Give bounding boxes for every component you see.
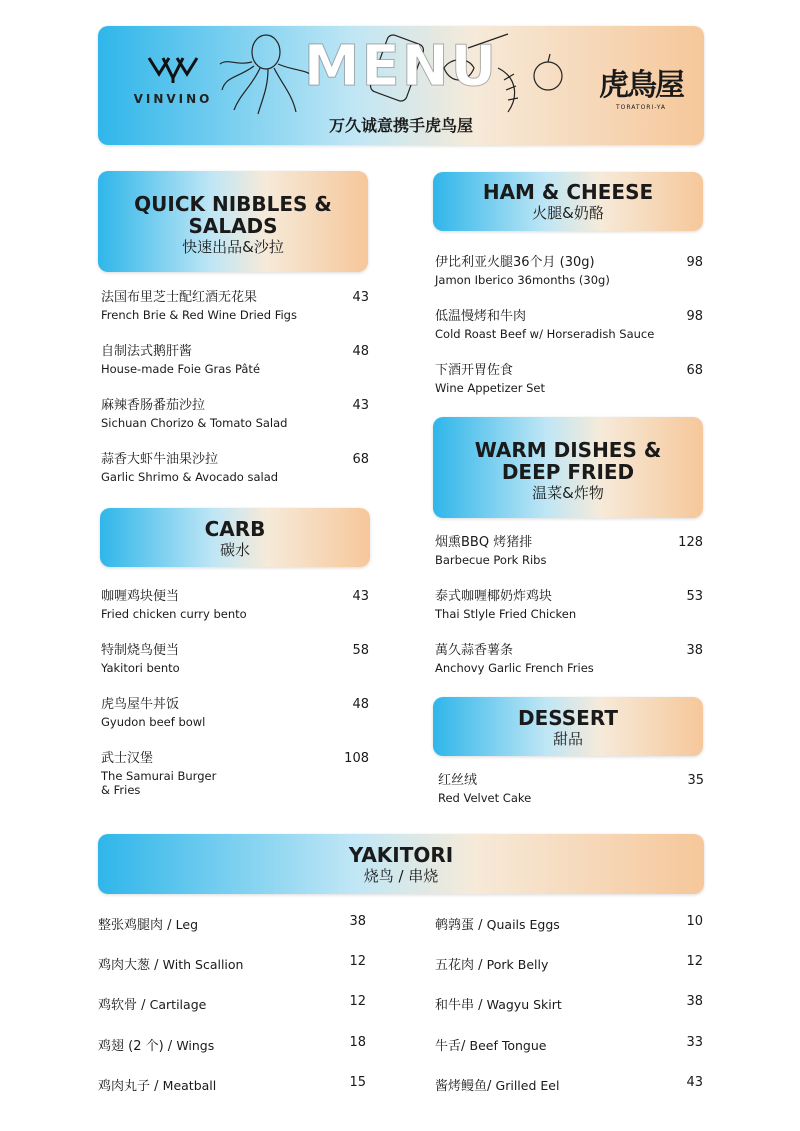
menu-item — [101, 398, 369, 430]
item-name-cn: 虎鸟屋牛丼饭 — [101, 697, 180, 712]
item-name-en: Gyudon beef bowl — [101, 715, 206, 729]
section-title-line1: WARM DISHES & — [474, 438, 662, 462]
item-name-en: Meatball — [162, 1078, 217, 1093]
item-name-en: Wings — [176, 1038, 215, 1053]
item-price: 98 — [686, 309, 703, 324]
menu-item — [438, 773, 704, 805]
item-name-cn: 鸡软骨 / — [98, 998, 150, 1013]
toratori-ya-romaji: TORATORI-YA — [615, 104, 667, 111]
item-price: 12 — [349, 954, 366, 969]
item-name-en: Jamon Iberico 36months (30g) — [435, 273, 610, 287]
item-name-en: Fried chicken curry bento — [101, 607, 247, 621]
menu-item — [101, 290, 369, 322]
menu-item — [101, 751, 369, 797]
item-name-cn: 鸡肉丸子 / — [98, 1079, 163, 1094]
toratori-ya-logo — [596, 60, 686, 111]
item-price: 43 — [352, 398, 369, 413]
item-name-en: French Brie & Red Wine Dried Figs — [101, 308, 297, 322]
item-price: 43 — [352, 589, 369, 604]
item-price: 35 — [687, 773, 704, 788]
item-price: 12 — [349, 994, 366, 1009]
item-price: 38 — [349, 914, 366, 929]
item-name-cn: 低温慢烤和牛肉 — [435, 309, 527, 324]
item-name-en: Red Velvet Cake — [438, 791, 532, 805]
item-name-cn: 法国布里芝士配红酒无花果 — [101, 290, 258, 305]
section-subtitle: 温菜&炸物 — [532, 484, 604, 502]
item-name-en: Thai Stlyle Fried Chicken — [435, 607, 577, 621]
item-price: 10 — [686, 914, 703, 929]
item-name-cn: 整张鸡腿肉 / — [98, 918, 176, 933]
menu-item — [101, 643, 369, 675]
item-name-cn: 烟熏BBQ 烤猪排 — [435, 535, 533, 550]
item-price: 68 — [686, 363, 703, 378]
section-header-ham-cheese — [433, 172, 703, 231]
item-name-cn: 自制法式鹅肝酱 — [101, 344, 193, 359]
item-price: 38 — [686, 643, 703, 658]
item-name-cn: 萬久蒜香薯条 — [435, 643, 514, 658]
vinvino-wordmark: VINVINO — [133, 92, 213, 106]
menu-item — [101, 697, 369, 729]
item-name-en: Beef Tongue — [469, 1038, 547, 1053]
section-subtitle: 烧鸟 / 串烧 — [363, 867, 439, 885]
item-price: 15 — [349, 1075, 366, 1090]
item-price: 68 — [352, 452, 369, 467]
section-title-line1: QUICK NIBBLES & — [134, 192, 332, 216]
item-name-cn: 武士汉堡 — [101, 751, 154, 766]
item-name-cn: 蒜香大虾牛油果沙拉 — [101, 452, 219, 467]
section-header-dessert — [433, 697, 703, 756]
item-name-cn: 咖喱鸡块便当 — [101, 589, 180, 604]
yakitori-item — [435, 914, 703, 933]
item-name-cn: 伊比利亚火腿36个月 (30g) — [435, 255, 595, 270]
menu-header-banner — [98, 26, 704, 145]
item-name-en: Wagyu Skirt — [486, 997, 562, 1012]
item-price: 108 — [344, 751, 369, 766]
menu-item — [435, 589, 703, 621]
item-price: 43 — [352, 290, 369, 305]
item-name-en: Yakitori bento — [101, 661, 180, 675]
menu-item — [435, 643, 703, 675]
item-price: 53 — [686, 589, 703, 604]
item-name-en: With Scallion — [162, 957, 244, 972]
item-price: 128 — [678, 535, 703, 550]
item-name-en: Cold Roast Beef w/ Horseradish Sauce — [435, 327, 655, 341]
item-price: 33 — [686, 1035, 703, 1050]
item-name-cn: 五花肉 / — [435, 958, 487, 973]
menu-item — [435, 363, 703, 395]
menu-item — [101, 589, 369, 621]
item-name-en: Grilled Eel — [495, 1078, 560, 1093]
item-name-en: Pork Belly — [486, 957, 549, 972]
yakitori-item — [435, 1075, 703, 1094]
item-price: 12 — [686, 954, 703, 969]
section-subtitle: 甜品 — [552, 730, 583, 748]
item-name-en-line2: & Fries — [101, 783, 141, 797]
section-header-quick-nibbles — [98, 171, 368, 272]
item-name-en: Quails Eggs — [486, 917, 560, 932]
menu-item — [435, 309, 703, 341]
section-title: DESSERT — [518, 706, 618, 730]
section-title: CARB — [204, 517, 266, 541]
item-name-cn: 下酒开胃佐食 — [435, 363, 514, 378]
section-header-yakitori — [98, 834, 704, 894]
menu-title: MENU — [303, 34, 499, 99]
section-subtitle: 快速出品&沙拉 — [182, 238, 284, 256]
item-price: 43 — [686, 1075, 703, 1090]
yakitori-item — [98, 1075, 366, 1094]
section-title: YAKITORI — [348, 843, 454, 867]
yakitori-item — [98, 994, 366, 1013]
yakitori-item — [435, 1035, 703, 1054]
item-name-en: Sichuan Chorizo & Tomato Salad — [101, 416, 288, 430]
item-name-cn: 麻辣香肠番茄沙拉 — [101, 398, 206, 413]
yakitori-item — [98, 1035, 366, 1054]
menu-item — [435, 255, 703, 287]
item-price: 48 — [352, 697, 369, 712]
item-price: 18 — [349, 1035, 366, 1050]
item-price: 48 — [352, 344, 369, 359]
item-name-en: House-made Foie Gras Pâté — [101, 362, 261, 376]
item-name-cn: 泰式咖喱椰奶炸鸡块 — [435, 589, 553, 604]
item-name-cn: 和牛串 / — [435, 998, 487, 1013]
yakitori-item — [435, 954, 703, 973]
item-name-cn: 鹌鹑蛋 / — [435, 918, 487, 933]
item-name-cn: 红丝绒 — [438, 773, 478, 788]
item-price: 98 — [686, 255, 703, 270]
yakitori-item — [98, 954, 366, 973]
item-price: 38 — [686, 994, 703, 1009]
section-subtitle: 碳水 — [219, 541, 250, 559]
item-name-en: Barbecue Pork Ribs — [435, 553, 547, 567]
section-header-carb — [100, 508, 370, 567]
item-name-cn: 酱烤鳗鱼/ — [435, 1079, 496, 1094]
menu-subtitle: 万久诚意携手虎鸟屋 — [328, 116, 473, 135]
menu-item — [101, 452, 369, 484]
item-name-en: Leg — [175, 917, 199, 932]
section-header-warm-dishes — [433, 417, 703, 518]
menu-item — [435, 535, 703, 567]
yakitori-item — [98, 914, 366, 933]
item-name-cn: 牛舌/ — [435, 1039, 470, 1054]
item-name-en: Cartilage — [149, 997, 207, 1012]
menu-item — [101, 344, 369, 376]
section-title-line2: DEEP FRIED — [501, 460, 635, 484]
item-name-cn: 鸡肉大葱 / — [98, 958, 163, 973]
item-name-en: The Samurai Burger — [101, 769, 217, 783]
item-price: 58 — [352, 643, 369, 658]
item-name-cn: 特制烧鸟便当 — [101, 643, 180, 658]
item-name-en: Anchovy Garlic French Fries — [435, 661, 594, 675]
section-title-line2: SALADS — [188, 214, 278, 238]
yakitori-item — [435, 994, 703, 1013]
item-name-cn: 鸡翅 (2 个) / — [98, 1039, 177, 1054]
item-name-en: Wine Appetizer Set — [435, 381, 545, 395]
section-title: HAM & CHEESE — [482, 180, 654, 204]
item-name-en: Garlic Shrimo & Avocado salad — [101, 470, 279, 484]
section-subtitle: 火腿&奶酪 — [532, 204, 604, 222]
toratori-ya-logo-text: 虎鳥屋 — [599, 68, 683, 103]
